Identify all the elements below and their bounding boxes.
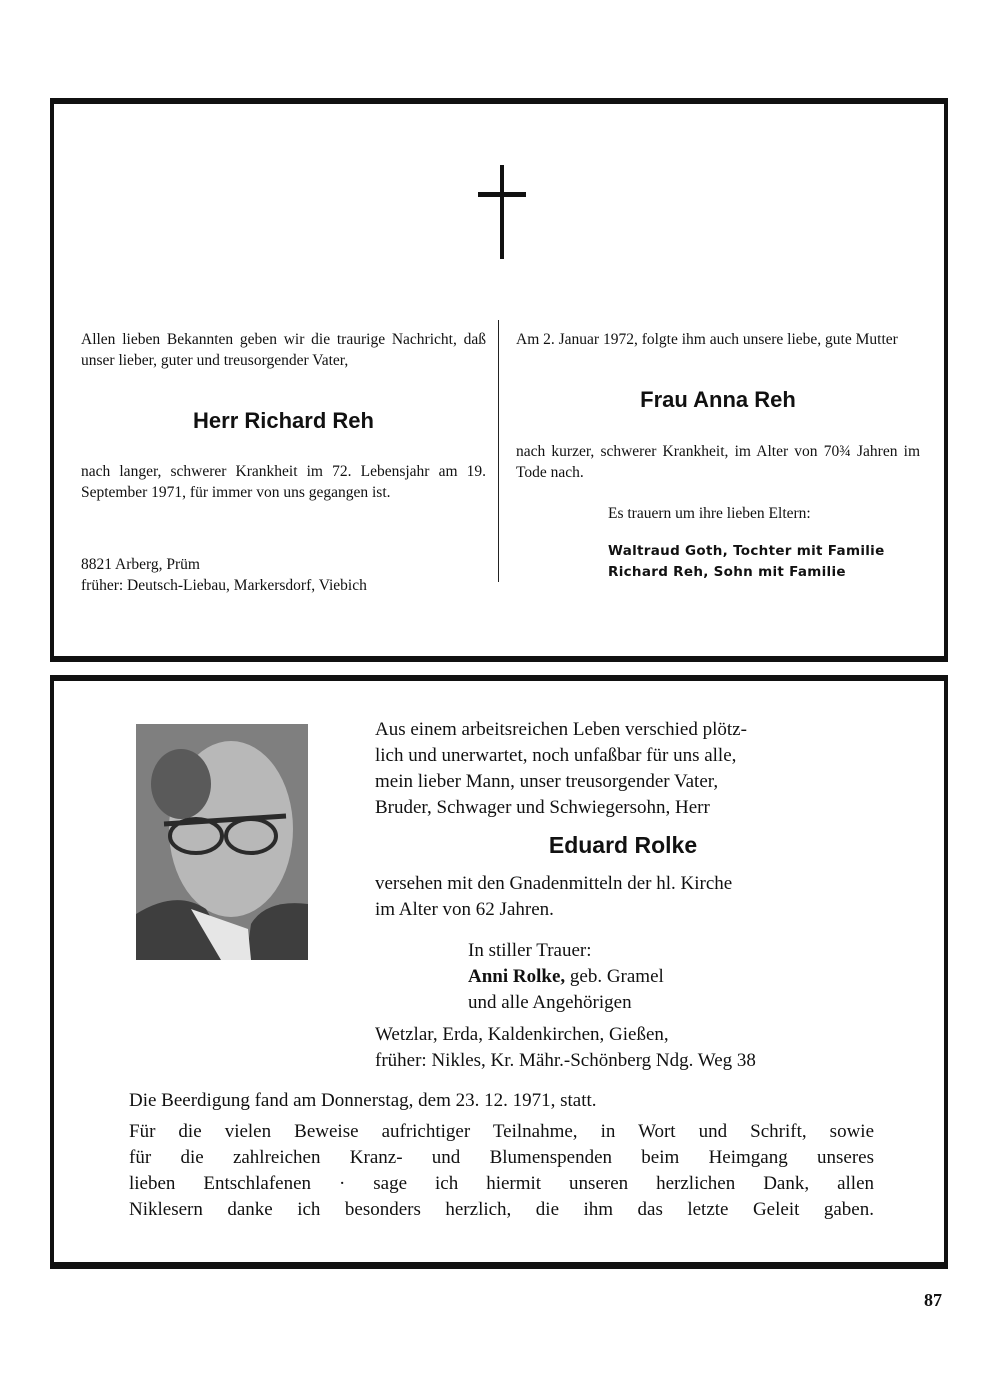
thanks-block — [129, 1119, 874, 1223]
widow-maiden-name: geb. Gramel — [565, 966, 664, 987]
mourning-line: Es trauern um ihre lieben Eltern: — [608, 505, 811, 522]
notice-richard-reh — [81, 329, 486, 596]
deceased-name: Herr Richard Reh — [193, 408, 374, 433]
widow-name: Anni Rolke, — [468, 966, 566, 987]
thanks-line: Niklesern danke ich besonders herzlich, die ihm das letzte Geleit gaben. — [129, 1199, 874, 1220]
details-text: nach kurzer, schwerer Krankheit, im Alter von 70¾ Jahren im Tode nach. — [516, 443, 920, 481]
relatives-line: und alle Angehörigen — [468, 992, 632, 1013]
intro-line: Aus einem arbeitsreichen Leben verschied plötz- — [375, 719, 747, 740]
mourners-block — [468, 938, 868, 1016]
former-address-line: früher: Nikles, Kr. Mähr.-Schönberg Ndg. Weg 38 — [375, 1050, 756, 1071]
deceased-name: Eduard Rolke — [548, 832, 698, 858]
cross-icon-bar — [478, 192, 526, 197]
widow-line — [468, 964, 868, 990]
intro-line: mein lieber Mann, unser treusorgender Vater, — [375, 771, 719, 792]
intro-text: Am 2. Januar 1972, folgte ihm auch unsere liebe, gute Mutter — [516, 331, 898, 348]
intro-block — [375, 717, 871, 821]
thanks-line: für die zahlreichen Kranz- und Blumenspenden beim Heimgang unseres — [129, 1147, 874, 1168]
intro-line: lich und unerwartet, noch unfaßbar für uns alle, — [375, 745, 737, 766]
funeral-line: Die Beerdigung fand am Donnerstag, dem 23. 12. 1971, statt. — [129, 1090, 597, 1111]
mourning-heading: In stiller Trauer: — [468, 940, 592, 961]
column-divider — [498, 320, 499, 582]
details-line: versehen mit den Gnadenmitteln der hl. Kirche — [375, 873, 733, 894]
mourner: Waltraud Goth, Tochter mit Familie — [608, 543, 885, 559]
address-line: Wetzlar, Erda, Kaldenkirchen, Gießen, — [375, 1024, 669, 1045]
portrait-image — [136, 724, 308, 960]
details-block — [375, 871, 875, 923]
address-block — [375, 1022, 875, 1074]
details-line: im Alter von 62 Jahren. — [375, 899, 554, 920]
details-text: nach langer, schwerer Krankheit im 72. Lebensjahr am 19. September 1971, für immer von uns gegangen ist. — [81, 463, 486, 501]
address-line: 8821 Arberg, Prüm — [81, 556, 200, 573]
notice-anna-reh — [516, 329, 920, 583]
mourner: Richard Reh, Sohn mit Familie — [608, 564, 846, 580]
intro-text: Allen lieben Bekannten geben wir die traurige Nachricht, daß unser lieber, guter und treusorgender Vater, — [81, 331, 486, 369]
former-address-line: früher: Deutsch-Liebau, Markersdorf, Viebich — [81, 577, 367, 594]
deceased-name: Frau Anna Reh — [640, 387, 796, 412]
page-number: 87 — [924, 1290, 942, 1310]
thanks-line: lieben Entschlafenen · sage ich hiermit unseren herzlichen Dank, allen — [129, 1173, 874, 1194]
thanks-line: Für die vielen Beweise aufrichtiger Teilnahme, in Wort und Schrift, sowie — [129, 1121, 874, 1142]
portrait-photo — [136, 724, 308, 960]
cross-icon — [500, 165, 504, 259]
intro-line: Bruder, Schwager und Schwiegersohn, Herr — [375, 797, 710, 818]
